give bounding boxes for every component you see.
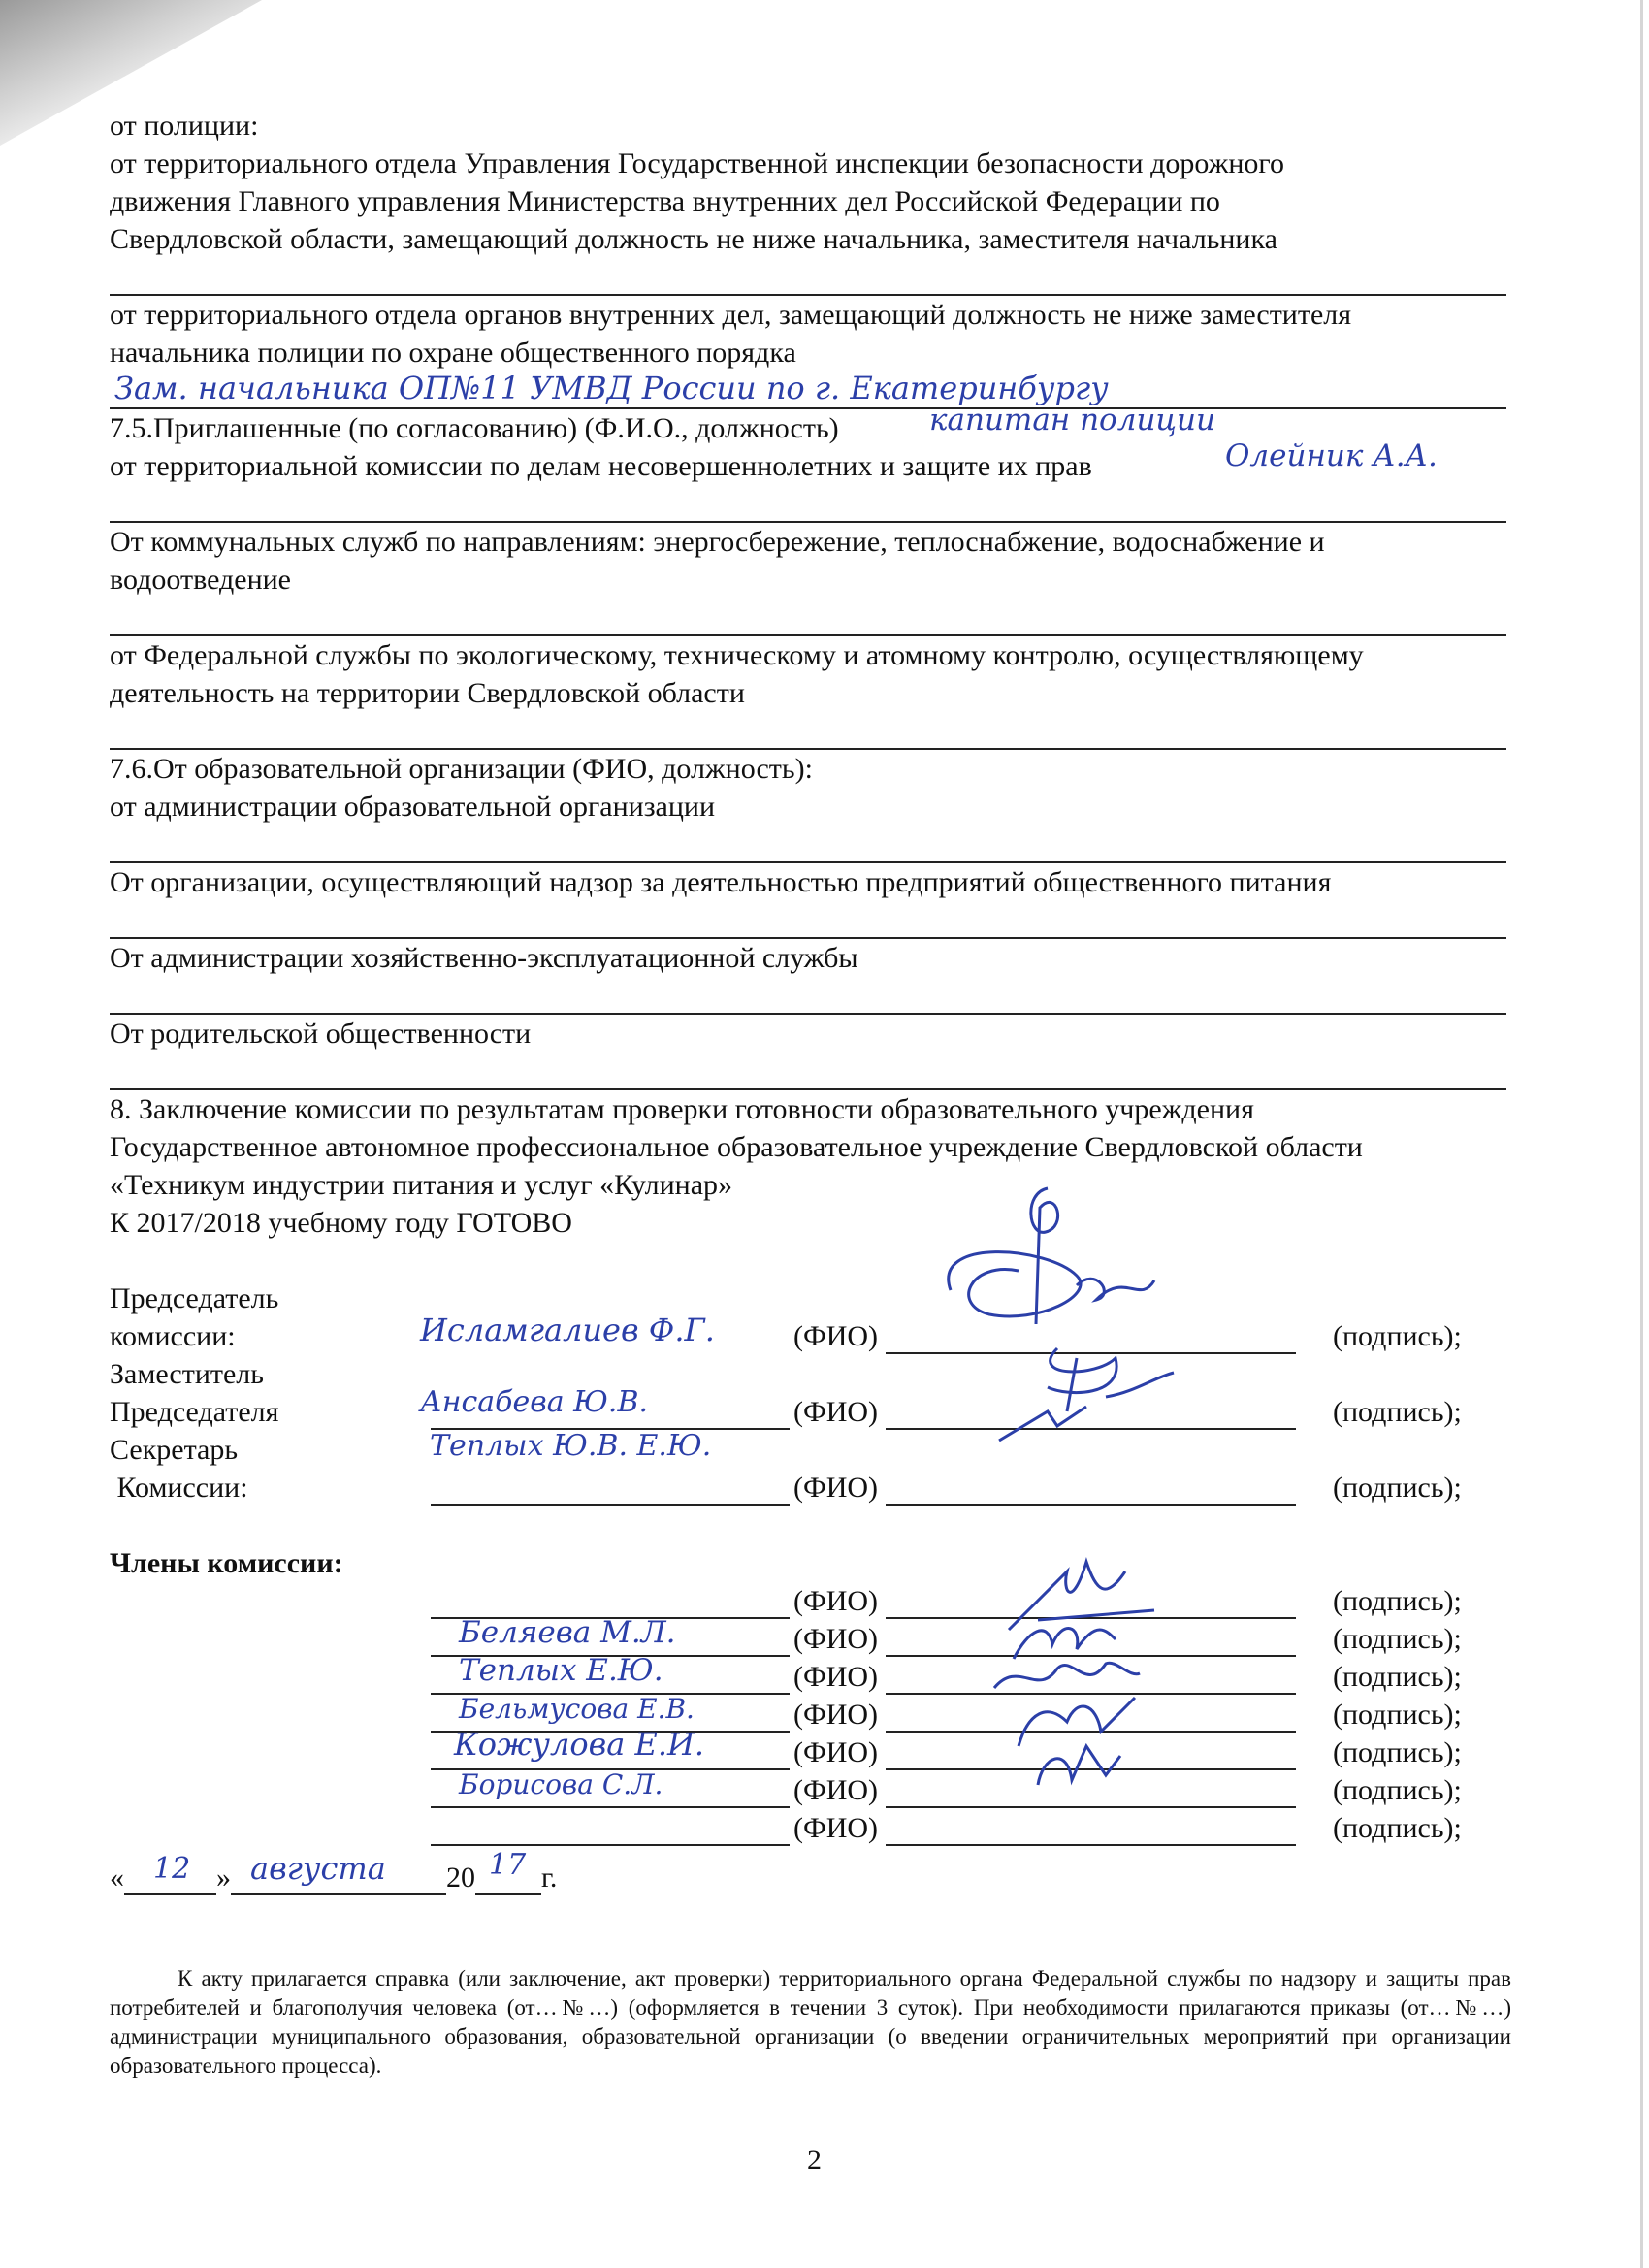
member-row xyxy=(110,1653,1506,1696)
spacer xyxy=(110,1507,1506,1544)
fill-line xyxy=(110,599,1506,636)
date-year-prefix: 20 xyxy=(446,1862,475,1894)
text-line: Государственное автономное профессиональное образовательное учреждение Свердловской области xyxy=(110,1131,1363,1163)
name-line xyxy=(431,1809,790,1846)
fio-label: (ФИО) xyxy=(793,1736,879,1768)
chair-label: Председатель xyxy=(110,1282,279,1314)
secretary-row xyxy=(110,1469,1506,1507)
member-name: Беляева М.Л. xyxy=(459,1615,676,1650)
date-open-quote: « xyxy=(110,1862,124,1894)
secretary-label-2: Комиссии: xyxy=(110,1472,248,1504)
podpis-label: (подпись); xyxy=(1333,1623,1462,1655)
text-line: От организации, осуществляющий надзор за деятельностью предприятий общественного питания xyxy=(110,866,1332,898)
text-line: от полиции: xyxy=(110,110,259,142)
conclusion-heading: 8. Заключение комиссии по результатам проверки готовности образовательного учреждения xyxy=(110,1093,1254,1125)
section-7-5-text: 7.5.Приглашенные (по согласованию) (Ф.И.О., должность) xyxy=(110,412,839,444)
kdn-text: от территориальной комиссии по делам несовершеннолетних и защите их прав xyxy=(110,450,1092,482)
secretary-name: Теплых Ю.В. Е.Ю. xyxy=(430,1429,712,1463)
member-name: Бельмусова Е.В. xyxy=(459,1693,695,1725)
handwritten-rank: капитан полиции xyxy=(929,403,1215,437)
date-day-field xyxy=(124,1852,216,1895)
fill-line xyxy=(110,712,1506,750)
date-month-field xyxy=(231,1850,446,1895)
member-row xyxy=(110,1768,1506,1809)
document-body xyxy=(110,107,1506,1847)
attachment-note: К акту прилагается справка (или заключение, акт проверки) территориального органа Федеральной службы по надзору и защиты прав потребителей и благополучия человека (от…№…) (оформляется в течении 3 суток). При необходимости прилагаются приказы (от…№…) администрации муниципального образования, образовательной организации (о введении ограничительных мероприятий при организации образовательного процесса). xyxy=(110,1966,1511,2078)
spacer xyxy=(110,1242,1506,1280)
member-name: Борисова С.Л. xyxy=(459,1768,663,1800)
member-row xyxy=(110,1693,1506,1733)
date-month: августа xyxy=(250,1850,386,1887)
text-line: от Федеральной службы по экологическому, техническому и атомному контролю, осуществляющему xyxy=(110,639,1364,671)
podpis-label: (подпись); xyxy=(1333,1774,1462,1806)
text-line: От администрации хозяйственно-эксплуатационной службы xyxy=(110,942,858,974)
fio-label: (ФИО) xyxy=(793,1396,879,1428)
page-number: 2 xyxy=(807,2144,822,2176)
text-line xyxy=(110,438,1506,485)
members-title: Члены комиссии: xyxy=(110,1547,343,1579)
text-line: От коммунальных служб по направлениям: энергосбережение, теплоснабжение, водоснабжение и xyxy=(110,526,1325,558)
podpis-label: (подпись); xyxy=(1333,1585,1462,1617)
fill-line xyxy=(110,901,1506,939)
chair-row xyxy=(110,1312,1506,1355)
deputy-name: Ансабева Ю.В. xyxy=(420,1385,649,1419)
text-line: От родительской общественности xyxy=(110,1018,532,1050)
deputy-row xyxy=(110,1385,1506,1431)
podpis-label: (подпись); xyxy=(1333,1320,1462,1352)
podpis-label: (подпись); xyxy=(1333,1699,1462,1731)
podpis-label: (подпись); xyxy=(1333,1812,1462,1844)
podpis-label: (подпись); xyxy=(1333,1736,1462,1768)
scan-edge xyxy=(1640,0,1643,2268)
text-line: Свердловской области, замещающий должность не ниже начальника, заместителя начальника xyxy=(110,223,1277,255)
fill-line xyxy=(110,485,1506,523)
name-line xyxy=(431,1469,790,1506)
text-line: деятельность на территории Свердловской области xyxy=(110,677,745,709)
fill-line xyxy=(110,372,1506,409)
fio-label: (ФИО) xyxy=(793,1623,879,1655)
fio-label: (ФИО) xyxy=(793,1774,879,1806)
deputy-label: Заместитель xyxy=(110,1358,264,1390)
secretary-label xyxy=(110,1431,1506,1469)
member-row xyxy=(110,1726,1506,1771)
member-name: Кожулова Е.И. xyxy=(454,1726,705,1763)
text-line: от территориального отдела Управления Государственной инспекции безопасности дорожного xyxy=(110,147,1284,179)
chair-signature xyxy=(931,1179,1164,1353)
podpis-label: (подпись); xyxy=(1333,1396,1462,1428)
member-name: Теплых Е.Ю. xyxy=(459,1653,663,1688)
date-line xyxy=(110,1848,558,1895)
handwritten-officer-name: Олейник А.А. xyxy=(1225,438,1438,473)
date-year: 17 xyxy=(489,1848,527,1882)
signature-line xyxy=(886,1469,1296,1506)
date-day: 12 xyxy=(153,1852,191,1886)
signature-line xyxy=(886,1809,1296,1846)
deputy-signature xyxy=(989,1339,1183,1445)
podpis-label: (подпись); xyxy=(1333,1661,1462,1693)
chair-name: Исламгалиев Ф.Г. xyxy=(420,1312,715,1348)
section-7-6-heading: 7.6.От образовательной организации (ФИО, должность): xyxy=(110,753,813,785)
deputy-label-2: Председателя xyxy=(110,1396,279,1428)
podpis-label: (подпись); xyxy=(1333,1472,1462,1504)
fill-line xyxy=(110,826,1506,863)
text-line: движения Главного управления Министерства внутренних дел Российской Федерации по xyxy=(110,185,1220,217)
date-year-mark: г. xyxy=(541,1862,558,1894)
member-row xyxy=(110,1615,1506,1658)
member-row xyxy=(110,1809,1506,1847)
member-row xyxy=(110,1582,1506,1620)
text-line: начальника полиции по охране общественного порядка xyxy=(110,337,796,369)
conclusion-result: К 2017/2018 учебному году ГОТОВО xyxy=(110,1207,572,1239)
text-line: «Техникум индустрии питания и услуг «Кулинар» xyxy=(110,1169,733,1201)
fill-line xyxy=(110,1053,1506,1090)
secretary-label-1: Секретарь xyxy=(110,1434,239,1466)
text-line: от территориального отдела органов внутренних дел, замещающий должность не ниже заместителя xyxy=(110,299,1352,331)
member-signature-5 xyxy=(1028,1736,1125,1795)
handwritten-police-officer: Зам. начальника ОП№11 УМВД России по г. Екатеринбургу xyxy=(114,370,1109,406)
date-year-field xyxy=(475,1848,541,1895)
fill-line xyxy=(110,977,1506,1015)
fill-line xyxy=(110,258,1506,296)
fio-label: (ФИО) xyxy=(793,1699,879,1731)
text-line: водоотведение xyxy=(110,564,291,596)
fio-label: (ФИО) xyxy=(793,1585,879,1617)
fio-label: (ФИО) xyxy=(793,1320,879,1352)
text-line: от администрации образовательной организации xyxy=(110,791,716,823)
date-close-quote: » xyxy=(216,1862,231,1894)
fio-label: (ФИО) xyxy=(793,1661,879,1693)
chair-label-2: комиссии: xyxy=(110,1320,236,1352)
fio-label: (ФИО) xyxy=(793,1812,879,1844)
fio-label: (ФИО) xyxy=(793,1472,879,1504)
